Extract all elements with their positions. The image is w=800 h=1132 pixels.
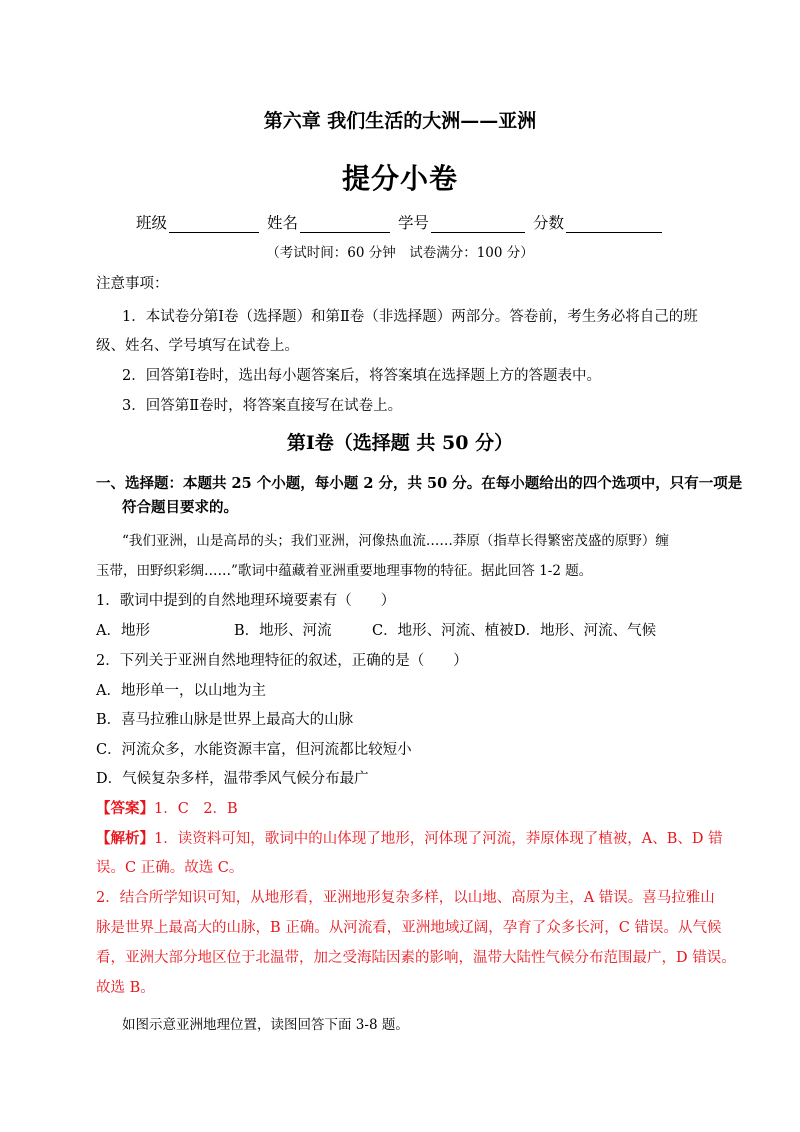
field-score[interactable] [533, 211, 662, 233]
note-item-3: 3．回答第Ⅱ卷时，将答案直接写在试卷上。 [122, 398, 403, 414]
section-instructions-cont: 符合题目要求的。 [122, 499, 238, 516]
q1-option-a[interactable]: A．地形 [96, 623, 150, 639]
analysis-text: 1．读资料可知，歌词中的山体现了地形，河体现了河流，莽原体现了植被，A、B、D 错 [154, 831, 723, 847]
section-instructions: 一、选择题：本题共 25 个小题，每小题 2 分，共 50 分。在每小题给出的四个选项中，只有一项是 [96, 475, 743, 492]
field-label: 班级 [136, 214, 168, 232]
analysis-line-2: 误。C 正确。故选 C。 [96, 860, 244, 876]
field-class[interactable] [136, 211, 259, 233]
field-student-id[interactable] [398, 211, 525, 233]
answer-tag: 【答案】 [96, 800, 154, 817]
field-label: 姓名 [267, 214, 299, 232]
analysis2-line-4: 故选 B。 [96, 980, 155, 996]
q2-option-c[interactable]: C．河流众多，水能资源丰富，但河流都比较短小 [96, 742, 412, 758]
q2-option-b[interactable]: B．喜马拉雅山脉是世界上最高大的山脉 [96, 712, 354, 728]
q2-option-a[interactable]: A．地形单一，以山地为主 [96, 683, 266, 699]
passage-text: “我们亚洲，山是高昂的头；我们亚洲，河像热血流……莽原（指草长得繁密茂盛的原野）缠 [122, 533, 669, 549]
analysis2-line-2: 脉是世界上最高大的山脉，B 正确。从河流看，亚洲地域辽阔，孕育了众多长河，C 错误。从气候 [96, 920, 722, 936]
analysis-tag: 【解析】 [96, 830, 154, 847]
passage-text-cont: 玉带，田野织彩绸……”歌词中蕴藏着亚洲重要地理事物的特征。据此回答 1-2 题。 [96, 563, 593, 579]
blank-line[interactable] [300, 215, 390, 233]
notes-heading: 注意事项： [96, 276, 169, 292]
student-info-fields [136, 211, 670, 233]
exam-time-info: （考试时间：60 分钟 试卷满分：100 分） [266, 245, 534, 261]
question-2: 2．下列关于亚洲自然地理特征的叙述，正确的是（ ） [96, 653, 468, 669]
section-heading: 第Ⅰ卷（选择题 共 50 分） [286, 432, 514, 454]
note-item-1: 1．本试卷分第Ⅰ卷（选择题）和第Ⅱ卷（非选择题）两部分。答卷前，考生务必将自己的班 [122, 309, 698, 325]
field-name[interactable] [267, 211, 390, 233]
answer-text: 1．C 2．B [154, 801, 238, 817]
next-question-intro: 如图示意亚洲地理位置，读图回答下面 3-8 题。 [122, 1017, 409, 1033]
field-label: 学号 [398, 214, 430, 232]
q1-option-c[interactable]: C．地形、河流、植被 [372, 623, 514, 639]
answer-line [96, 797, 238, 818]
chapter-title: 第六章 我们生活的大洲——亚洲 [263, 110, 537, 132]
blank-line[interactable] [566, 215, 662, 233]
note-item-2: 2．回答第Ⅰ卷时，选出每小题答案后，将答案填在选择题上方的答题表中。 [122, 368, 601, 384]
blank-line[interactable] [431, 215, 525, 233]
field-label: 分数 [533, 214, 565, 232]
question-1: 1．歌词中提到的自然地理环境要素有（ ） [96, 593, 396, 609]
q1-option-d[interactable]: D．地形、河流、气候 [514, 623, 657, 639]
q2-option-d[interactable]: D．气候复杂多样，温带季风气候分布最广 [96, 771, 369, 787]
page-title: 提分小卷 [341, 162, 458, 195]
analysis-line-1 [96, 827, 723, 848]
note-item-1-cont: 级、姓名、学号填写在试卷上。 [96, 338, 299, 354]
analysis2-line-3: 看，亚洲大部分地区位于北温带，加之受海陆因素的影响，温带大陆性气候分布范围最广，D 错误。 [96, 950, 736, 966]
analysis2-line-1: 2．结合所学知识可知，从地形看，亚洲地形复杂多样，以山地、高原为主，A 错误。喜马拉雅山 [96, 890, 715, 906]
blank-line[interactable] [169, 215, 259, 233]
q1-option-b[interactable]: B．地形、河流 [234, 623, 332, 639]
